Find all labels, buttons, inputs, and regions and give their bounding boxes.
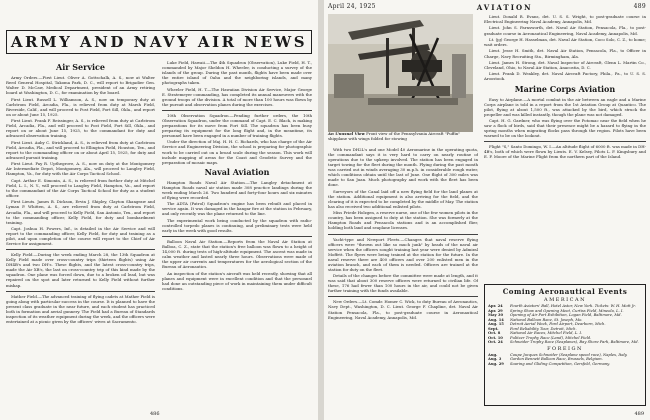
right-page bbox=[324, 0, 650, 420]
paragraph: Kelly Field.—During the week ending March 28, the 13th Squadron at Kelly Field made over cross-country trips (thirteen flights) using Air DH4B's and two DH's. These flights, and the latest cross-country trips, made the Air XB's, the last on cross-country trip of this kind made by the squadron. One plane was forced down, due to a broken oil lead, but was repaired on the spot and later returned to Kelly Field without further mishap. bbox=[6, 252, 155, 288]
paragraph: Hampton Roads Naval Air Station.—The Langley detachment at Hampton Roads naval air station made 308 practice landings during the week ending March 26. Two hundred and forty-four hours and six minutes of flying were recorded. bbox=[162, 179, 312, 200]
paragraph: First Lieut. Frank F. Reissinger, A. S., is relieved from duty at Carlstrom Field, Arcadia, Fla., and will proceed to Post Field, Fort Sill, Okla., and report on or about June 15, 1925, to the commandant for duty and advanced observation training. bbox=[6, 118, 155, 139]
event-description: Gordon Bennett Balloon Race, Brussels, Belgium. bbox=[510, 357, 603, 361]
caption-title: An Unusual View bbox=[328, 131, 365, 136]
paragraph: The ADTA (Patrol) Squadron's engine has been rebuilt and placed in service again. It was damaged in the hangar fire at the station in February, and only recently was the plane returned to the line. bbox=[162, 201, 312, 217]
paragraph: First Lieut. Auby C. Strickland, A. S., is relieved from duty at Carlstrom Field, Arcadia, Fla., and will proceed to Ellington Field, Houston, Tex., and report to the commanding officer on or about April 15, 1925, for duty and advanced pursuit training. bbox=[6, 139, 155, 160]
paragraph: Lieut. Donald R. Evans, det. U. S. S. Wright, to post-graduate course in Electrical Engineering Naval Academy, Annapolis, Md. bbox=[484, 14, 646, 25]
event-description: National Air Races, Mitchel Field, L. I. bbox=[510, 331, 583, 335]
divider bbox=[328, 296, 478, 297]
paragraph: Details of the changes before the committee were made at length, and it was said that about 300 reserve officers were returned to civilian life. Of these, 176 had fewer than 100 hours in the air, and could not be given further training with the funds available. bbox=[328, 273, 478, 294]
magazine-title: AVIATION bbox=[476, 3, 533, 12]
paragraph: Wheeler Field, H. T.—The Hawaiian Division Air Service, Major George E. Stratemeyer commanding, has completed its annual maneuvers with the ground troops of the division. A total of more than 100 hours was flown by the pursuit and observation planes during the exercises. bbox=[162, 86, 312, 107]
event-description: National Balloon Race, St. Joseph, Mo. bbox=[510, 317, 583, 322]
event-date: May 30 bbox=[488, 313, 504, 317]
event-date: Aug. 14 bbox=[488, 317, 504, 322]
paragraph: Surveyors of the Canal laid off a new flying field for the land planes at the station. Additional equipment is also arriving for the field, and the clearing of it is expected to be completed by the middle of May. The station has also received two additional enlisted pilots. bbox=[328, 188, 478, 209]
event-date: Aug. 29 bbox=[488, 361, 504, 366]
coming-events-box bbox=[484, 284, 646, 406]
event-date: Apr. 24 bbox=[488, 304, 503, 308]
divider bbox=[6, 249, 155, 250]
event-date: Aug. 15 bbox=[488, 322, 504, 326]
paragraph: Lieut. James H. Strong, det. Naval Inspector of Aircraft, Glenn L. Martin Co., Cleveland, Ohio, to Naval Air Station, Anacostia, D. C. bbox=[484, 59, 646, 70]
events-title: Coming Aeronautical Events bbox=[502, 287, 628, 296]
event-description: Schneider Trophy Race (Seaplanes), Bay Shore Park, Baltimore, Md. bbox=[510, 340, 639, 344]
banner-title: ARMY AND NAVY AIR NEWS bbox=[10, 33, 308, 51]
left-column-2 bbox=[162, 60, 312, 408]
paragraph: 10th Observation Squadron.—Pending further orders, the 10th Observation Squadron, under the command of Capt. E. C. Black, is making preparations for its move from Fort Sill. The squadron has been busy preparing its equipment for the long flight and, in the meantime, its personnel have been engaged in a number of training flights. bbox=[162, 112, 312, 138]
marine-corps-heading: Marine Corps Aviation bbox=[514, 83, 616, 94]
right-column-1 bbox=[328, 147, 478, 407]
paragraph: Capt. H. G. Gardner, who was flying over the Potomac near the field when he saw a flock of birds, said that their presence might be a hazard to flying in the spring months when migrating flocks pass through the region. Pilots have been warned to be on the lookout. bbox=[484, 118, 646, 139]
naval-aviation-heading: Naval Aviation bbox=[204, 166, 270, 177]
event-date: Oct. 10 bbox=[488, 335, 503, 340]
page-number: 486 bbox=[150, 411, 160, 417]
paragraph: The experimental work being conducted by the squadron with radio-controlled torpedo planes is continuing, and preliminary tests were held early in the week with good results. bbox=[162, 217, 312, 233]
seaplane-photo bbox=[328, 14, 473, 132]
paragraph: Under the direction of Maj. H. H. C. Richards, who has charge of the Air Service and Engineering Division, the school is preparing for photographic work to be carried out on a broad scale during the season. This work will include mapping of areas for the Coast and Geodetic Survey and the preparation of mosaic maps. bbox=[162, 139, 312, 165]
event-description: Ford Reliability Tour, Detroit, Mich. bbox=[510, 326, 577, 331]
paragraph: First Lieuts. James B. Dickson, Ervin J. Shipley, Clayton Shangraw and Lyman P. Whitten, A. S., are relieved from duty at Carlstrom Field, Arcadia, Fla., and will proceed to Kelly Field, San Antonio, Tex., and report to the commanding officer, Kelly Field, for duty and bombardment training. bbox=[6, 199, 155, 225]
event-description: Fourth Aviators' Ball, Hotel Astor, New York. Tickets: W. H. Mott Jr. bbox=[510, 304, 636, 308]
event-date: Oct. 8 bbox=[488, 331, 501, 335]
event-date: Sept. bbox=[488, 326, 499, 331]
events-subtitle-american: AMERICAN bbox=[544, 297, 586, 303]
paragraph: Easy to Airplane.—A mortal combat in the air between an eagle and a Marine Corps airplane is told in a report from the 1st Aviation Group at Quantico. The pilot, flying at about 1,500 ft., was attacked by the bird, which struck the propeller and was killed instantly, though the plane was not damaged. bbox=[484, 96, 646, 117]
paragraph: First Lieut. Russell L. Williamson, A. S., now on temporary duty at Carlstrom Field, Arcadia, Fla., is relieved from duty at Marsh Field, Riverside, Calif., and will proceed to Post Field, Fort Sill, Okla., and report on or about June 15, 1925. bbox=[6, 96, 155, 117]
event-description: Spring Show and Opening Meet, Curtiss Field, Mineola, L. I. bbox=[510, 308, 624, 313]
paragraph: Capt. Arthur E. Simonin, A. S., is relieved from further duty at Mitchel Field, L. I., N. Y., will proceed to Langley Field, Hampton, Va., and report to the commandant of the Air Corps Tactical School for duty as a student officer. bbox=[6, 177, 155, 198]
events-list bbox=[488, 304, 642, 345]
paragraph: Lieut. Frank D. Weakley, det. Naval Aircraft Factory, Phila., Pa., to U. S. S. Aroostook. bbox=[484, 71, 646, 82]
divider bbox=[162, 236, 312, 237]
event-description: Opening of Air Port Exhibition, Logan Field, Baltimore, Md. bbox=[510, 313, 622, 317]
events-list-foreign bbox=[488, 353, 642, 367]
divider bbox=[328, 234, 478, 235]
paragraph: First Lieut. Fay R. Upthegrove, A. S., now on duty at the Montgomery Air Intermediate Depot, Montgomery, Ala., will proceed to Langley Field, Hampton, Va., for duty with the Air Corps Tactical School. bbox=[6, 161, 155, 177]
issue-date: April 24, 1925 bbox=[328, 3, 376, 10]
paragraph: Capt. Joshua H. Powers, Inf., is detailed in the Air Service and will report to the commanding officer, Kelly Field, for duty and training as a pilot, and upon completion of the course will report to the Chief of Air Service for assignment. bbox=[6, 226, 155, 247]
paragraph: Mather Field.—The advanced training of flying cadets at Mather Field is going along with particular success in the course. It is planned to have the present class graduate in the near future, and each student has practiced both in formation and aerial gunnery. The Field had a Bureau of Standards inspection of its weather equipment during the week, and the officers were entertained at a picnic given by the officers' wives at Sacramento. bbox=[6, 293, 155, 324]
paragraph: Lieut. Jesse H. Smith, det. Naval Air Station, Pensacola, Fla., to Officer in Charge, Navy Recruiting Sta., Birmingham, Ala. bbox=[484, 48, 646, 59]
right-column-2 bbox=[484, 14, 646, 282]
paragraph: Yacht-type and Newport Fleets.—Changes that naval reserve flying officers were "thrown out like so much junk" by heads of the naval air service when the officers sought training last year were denied by Admiral Moffett. The flyers were being trained at the station for the future. In the naval reserve there are 400 officers and over 200 enlisted men in the aviation branch, and each of them is needed. Officers are trained at the station for duty on the fleet. bbox=[328, 236, 478, 272]
event-row bbox=[488, 340, 642, 345]
paragraph: With two DH2L's and one Model 40 Aeromarine in the operating quota, the commandant says it is very hard to carry on nearly routine of operations due to the upkeep involved. The station has been engaged in target towing for the fleet during the month. Flying during the past month was carried out in winds averaging 30 m.p.h. in considerable rough water, which conditions obtain until the last of June. One flight of 300 miles was made to San Juan. Much photography and work with the fleet has been done. bbox=[328, 147, 478, 188]
event-description: Soaring and Gliding Competition, Gersfeld, Germany. bbox=[510, 361, 610, 366]
page-number: 489 bbox=[633, 3, 646, 10]
event-description: Detroit Aerial Week, Ford Airport, Dearborn, Mich. bbox=[510, 322, 606, 326]
event-row bbox=[488, 362, 642, 367]
seaplane-photo-image bbox=[328, 14, 473, 132]
event-date: Aug. bbox=[488, 352, 498, 357]
paragraph: An inspection of the station's aircraft was held recently, showing that all planes and equipment were in excellent condition and that the personnel had done an outstanding piece of work in maintaining them under difficult conditions. bbox=[162, 270, 312, 291]
event-date: Apr. 29 bbox=[488, 308, 503, 313]
air-service-heading: Air Service bbox=[56, 62, 105, 72]
paragraph: Flight "S," Santo Domingo, W. I.—An altitude flight of 6000 ft. was made in DH-4B's, both of which were flown by Lieuts. E. V. Kelsey, Pilots L. F. Kingsbury and E. F. Moore of the Marine Flight from the northern part of the Island. bbox=[484, 144, 646, 160]
photo-caption bbox=[328, 132, 473, 142]
event-date: Aug. 3 bbox=[488, 357, 502, 361]
page-number-footer: 489 bbox=[634, 411, 644, 417]
paragraph: Miss Friede Holzgen, a reserve nurse, one of the few women pilots in the country, has been assigned to duty at the station. She was formerly at the Hampton Roads and Pensacola stations and is an accomplished flier, holding both land and seaplane licenses. bbox=[328, 210, 478, 231]
paragraph: New Orders.—Lt. Comdr. Homer C. Wick, to duty Bureau of Aeronautics, Navy Dept., Washington, D. C. Lieut. George F. Chapline, det. Naval Air Station Pensacola, Fla., to post-graduate course in Aeronautical Engineering, Naval Academy, Annapolis, Md. bbox=[328, 299, 478, 320]
section-banner bbox=[6, 30, 312, 54]
paragraph: Lieut. John S. Farnsworth, det. Naval Air Station, Pensacola, Fla., to post-graduate course in Aeronautical Engineering, Naval Academy, Annapolis, Md. bbox=[484, 25, 646, 36]
paragraph: Luke Field, Hawaii.—The 4th Squadron (Observation), Luke Field, H. T., commanded by Major Sheldon H. Wheeler, is conducting a survey of the islands of the group. During the past month, flights have been made over the entire island of Oahu and the neighboring islands, and many photographs taken. bbox=[162, 60, 312, 86]
left-page bbox=[0, 0, 318, 420]
divider bbox=[6, 291, 155, 292]
divider bbox=[162, 110, 312, 111]
caption-text: Front view of the Pennsylvania Aircraft "Puffin" shipplane with wings folded for stowing bbox=[328, 131, 461, 141]
event-description: Coupe Jacques Schneider (Seaplane speed race), Naples, Italy. bbox=[510, 352, 628, 357]
divider bbox=[484, 141, 646, 142]
event-date: Oct. 24 bbox=[488, 340, 503, 344]
running-head bbox=[328, 3, 646, 12]
paragraph: Lt. (jg) George H. Hasselman, det. Naval Air Station, Coco Solo, C. Z., to home; wait orders. bbox=[484, 36, 646, 48]
paragraph: Balloon Naval Air Station.—Reports from the Naval Air Station at Balboa, C. Z., state that the station's free balloon was flown to a height of 14,000 ft. during tests of high-altitude equipment. The ascent was made in calm weather and lasted nearly three hours. Observations were made of the upper air currents and temperatures for the aerological section of the Bureau of Aeronautics. bbox=[162, 238, 312, 270]
event-description: Pulitzer Trophy Race (Land), Mitchel Field. bbox=[510, 335, 592, 340]
events-subtitle-foreign: FOREIGN bbox=[547, 345, 583, 352]
left-column-1 bbox=[6, 60, 155, 408]
paragraph: Army Orders.—First Lieut. Oliver A. Gottschalk, A. S., now at Walter Reed General Hospital, Takoma Park, D. C., will report to Brigadier Gen. Walter D. McCaw, Medical Department, president of an Army retiring board at Washington, D. C., for examination by the board. bbox=[6, 75, 155, 96]
